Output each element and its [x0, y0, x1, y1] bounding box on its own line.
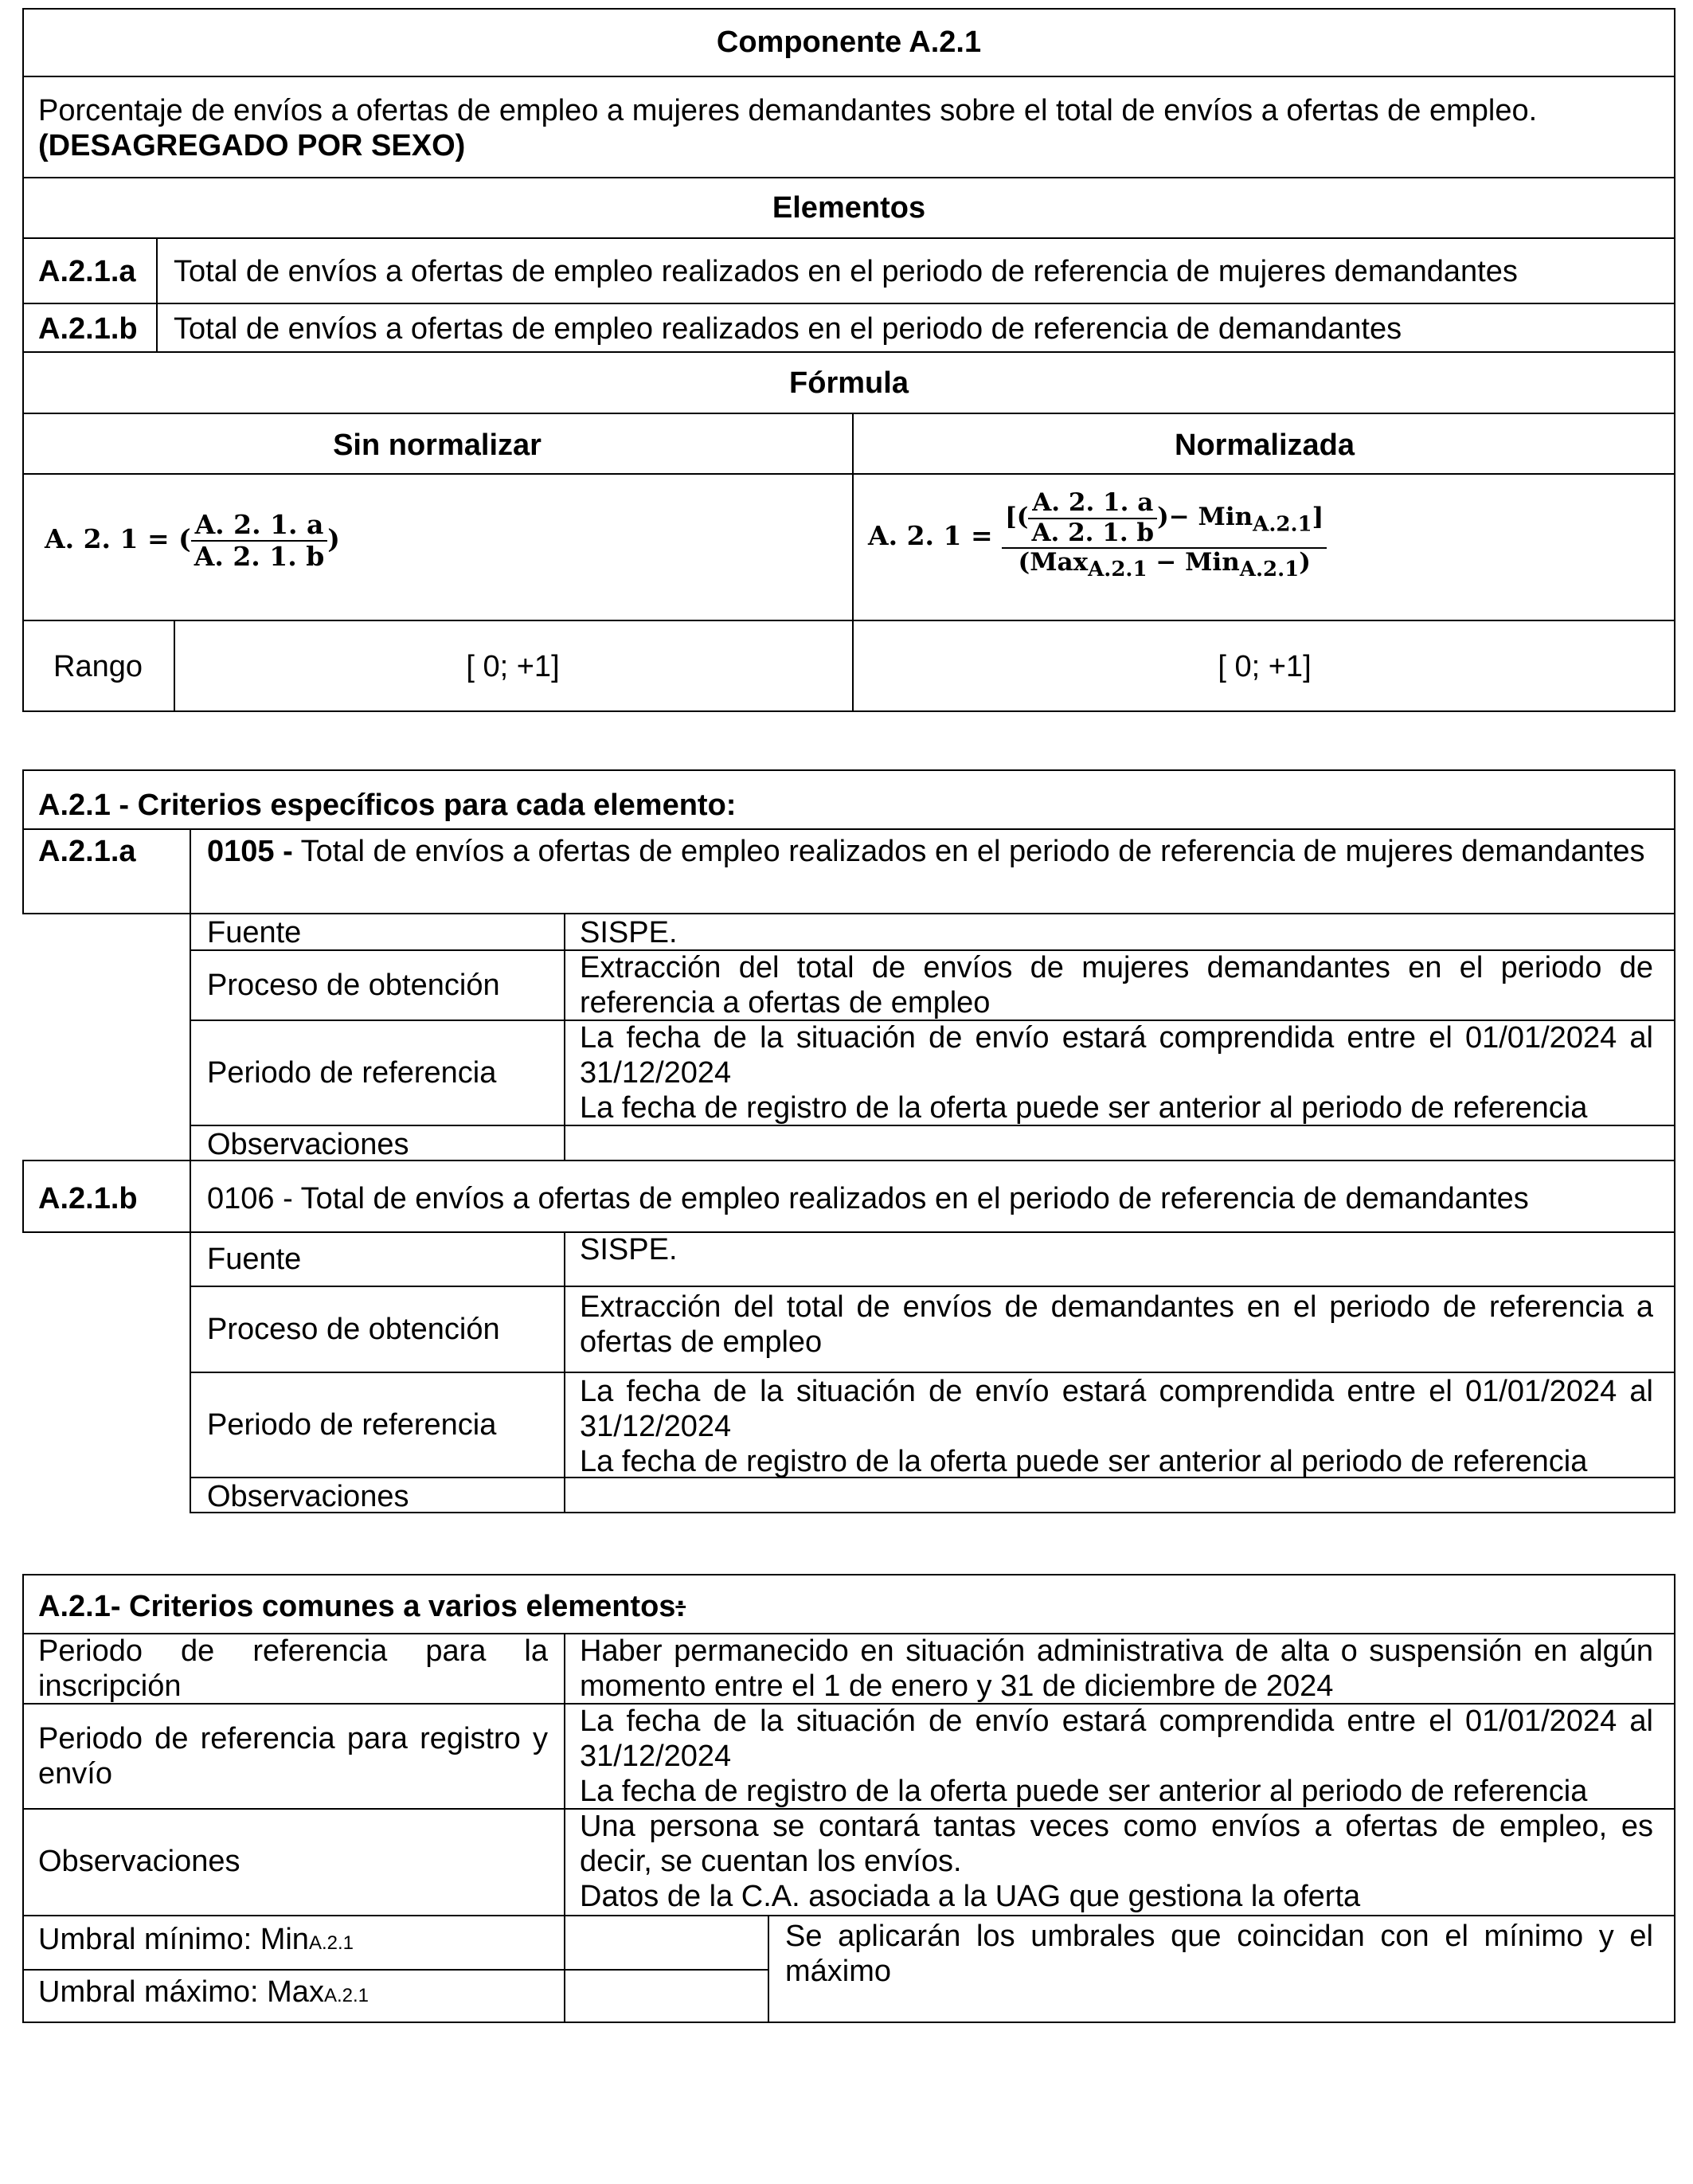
- reference-period-text: La fecha de la situación de envío estará comprendida entre el 01/01/2024 al: [580, 1375, 1653, 1408]
- criteria-label: Observaciones: [38, 1845, 240, 1878]
- observations-label: Observaciones: [207, 1480, 409, 1513]
- element-heading: 0105 - Total de envíos a ofertas de empleo realizados en el periodo de referencia de mujeres demandantes: [207, 835, 1645, 868]
- criteria-label: envío: [38, 1757, 112, 1791]
- element-description: Total de envíos a ofertas de empleo realizados en el periodo de referencia de demandantes: [174, 312, 1402, 346]
- component-description-qualifier: (DESAGREGADO POR SEXO): [38, 129, 466, 162]
- criteria-label: inscripción: [38, 1669, 182, 1703]
- component-description: Porcentaje de envíos a ofertas de empleo a mujeres demandantes sobre el total de envíos a ofertas de empleo.: [38, 94, 1538, 127]
- element-description: Total de envíos a ofertas de empleo realizados en el periodo de referencia de mujeres demandantes: [174, 255, 1518, 288]
- process-text: Extracción del total de envíos de mujeres demandantes en el periodo de: [580, 951, 1653, 984]
- reference-period-text: La fecha de registro de la oferta puede ser anterior al periodo de referencia: [580, 1445, 1588, 1478]
- reference-period-label: Periodo de referencia: [207, 1056, 497, 1090]
- source-value: SISPE.: [580, 916, 678, 949]
- threshold-note: Se aplicarán los umbrales que coincidan con el mínimo y el: [785, 1920, 1653, 1953]
- criteria-value: decir, se cuentan los envíos.: [580, 1845, 962, 1878]
- process-text: referencia a ofertas de empleo: [580, 986, 991, 1020]
- threshold-note: máximo: [785, 1955, 892, 1988]
- criteria-label: Periodo de referencia para la: [38, 1634, 548, 1668]
- normalized-formula: A. 2. 1 = [( $\frac{A. 2. 1. a}{A. 2. 1. b}$ )− Min$_{A.2.1}$] (Max$_{A.2.1}$ − Min$_{A.2.1}$): [868, 489, 1327, 582]
- process-label: Proceso de obtención: [207, 969, 500, 1002]
- criteria-value: 31/12/2024: [580, 1740, 732, 1773]
- criteria-value: momento entre el 1 de enero y 31 de diciembre de 2024: [580, 1669, 1334, 1703]
- process-label: Proceso de obtención: [207, 1313, 500, 1346]
- reference-period-text: La fecha de registro de la oferta puede ser anterior al periodo de referencia: [580, 1091, 1588, 1125]
- criteria-value: Una persona se contará tantas veces como envíos a ofertas de empleo, es: [580, 1810, 1653, 1843]
- element-heading: 0106 - Total de envíos a ofertas de empleo realizados en el periodo de referencia de demandantes: [207, 1182, 1529, 1215]
- min-threshold-label: Umbral mínimo: MinA.2.1: [38, 1923, 354, 1956]
- common-criteria-title: A.2.1- Criterios comunes a varios elementos:: [38, 1590, 686, 1623]
- reference-period-text: 31/12/2024: [580, 1056, 732, 1090]
- criteria-value: Datos de la C.A. asociada a la UAG que gestiona la oferta: [580, 1880, 1361, 1913]
- reference-period-text: 31/12/2024: [580, 1410, 732, 1443]
- normalized-formula-heading: Normalizada: [1175, 429, 1355, 462]
- normalized-range-value: [ 0; +1]: [1218, 650, 1312, 683]
- elements-heading: Elementos: [772, 191, 926, 225]
- component-title: Componente A.2.1: [716, 25, 982, 59]
- formula-heading: Fórmula: [789, 366, 909, 400]
- raw-formula-heading: Sin normalizar: [333, 429, 542, 462]
- criteria-label: Periodo de referencia para registro y: [38, 1722, 548, 1755]
- raw-range-value: [ 0; +1]: [466, 650, 560, 683]
- reference-period-text: La fecha de la situación de envío estará comprendida entre el 01/01/2024 al: [580, 1021, 1653, 1055]
- raw-formula: A. 2. 1 = ( $\frac{A. 2. 1. a}{A. 2. 1. b}$ ): [45, 509, 340, 572]
- max-threshold-label: Umbral máximo: MaxA.2.1: [38, 1975, 369, 2009]
- process-text: ofertas de empleo: [580, 1325, 823, 1359]
- criteria-value: La fecha de registro de la oferta puede ser anterior al periodo de referencia: [580, 1775, 1588, 1808]
- reference-period-label: Periodo de referencia: [207, 1408, 497, 1442]
- observations-label: Observaciones: [207, 1128, 409, 1161]
- range-label: Rango: [53, 650, 143, 683]
- source-label: Fuente: [207, 916, 302, 949]
- specific-criteria-title: A.2.1 - Criterios específicos para cada elemento:: [38, 789, 737, 822]
- element-code: A.2.1.a: [38, 835, 136, 868]
- process-text: Extracción del total de envíos de demandantes en el periodo de referencia a: [580, 1290, 1653, 1324]
- source-label: Fuente: [207, 1243, 302, 1276]
- element-code: A.2.1.a: [38, 255, 136, 288]
- element-code: A.2.1.b: [38, 1182, 138, 1215]
- source-value: SISPE.: [580, 1233, 678, 1266]
- element-code: A.2.1.b: [38, 312, 138, 346]
- criteria-value: La fecha de la situación de envío estará comprendida entre el 01/01/2024 al: [580, 1705, 1653, 1738]
- criteria-value: Haber permanecido en situación administrativa de alta o suspensión en algún: [580, 1634, 1653, 1668]
